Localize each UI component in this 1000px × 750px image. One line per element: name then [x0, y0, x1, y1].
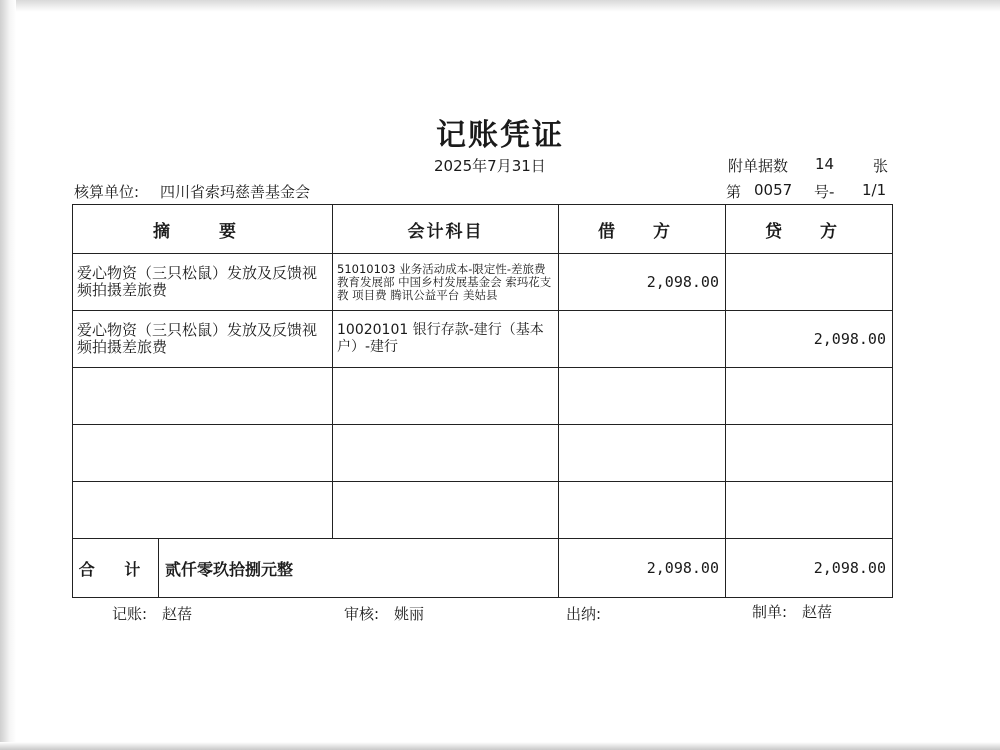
table-row — [73, 425, 893, 482]
header-debit: 借 方 — [559, 205, 726, 254]
preparer-label: 制单: — [752, 603, 788, 621]
row-summary: 爱心物资（三只松鼠）发放及反馈视频拍摄差旅费 — [73, 254, 333, 311]
reviewer-label: 审核: — [344, 605, 380, 623]
table-row — [73, 311, 893, 368]
row-summary — [73, 368, 333, 425]
voucher-no-suffix: 号- — [814, 183, 835, 201]
row-account: 10020101 银行存款-建行（基本户）-建行 — [333, 311, 559, 368]
unit-name: 四川省索玛慈善基金会 — [160, 183, 311, 201]
row-summary — [73, 482, 333, 539]
table-header-row — [73, 205, 893, 254]
row-account — [333, 482, 559, 539]
row-debit — [559, 368, 726, 425]
voucher-table — [72, 204, 893, 598]
reviewer-name: 姚丽 — [394, 605, 425, 623]
total-credit: 2,098.00 — [726, 539, 893, 598]
cashier-label: 出纳: — [566, 605, 602, 623]
total-amount-in-words: 贰仟零玖拾捌元整 — [159, 539, 559, 598]
unit-label: 核算单位: — [74, 183, 140, 201]
voucher-number: 0057 — [754, 181, 793, 199]
header-account: 会计科目 — [333, 205, 559, 254]
scan-edge-top — [0, 0, 1000, 12]
page-indicator: 1/1 — [862, 181, 887, 199]
bookkeeper-label: 记账: — [112, 605, 148, 623]
row-account: 51010103 业务活动成本-限定性-差旅费 教育发展部 中国乡村发展基金会 索玛花支教 项目费 腾讯公益平台 美姑县 — [333, 254, 559, 311]
bookkeeper-name: 赵蓓 — [162, 605, 193, 623]
row-credit — [726, 482, 893, 539]
attachments-unit: 张 — [873, 157, 889, 175]
row-credit — [726, 368, 893, 425]
table-row — [73, 482, 893, 539]
row-credit — [726, 425, 893, 482]
row-account — [333, 368, 559, 425]
voucher-date: 2025年7月31日 — [434, 157, 546, 175]
attachments-count: 14 — [815, 155, 835, 173]
voucher-title: 记账凭证 — [436, 118, 564, 153]
preparer-name: 赵蓓 — [802, 603, 833, 621]
row-debit: 2,098.00 — [559, 254, 726, 311]
total-row — [73, 539, 893, 598]
total-debit: 2,098.00 — [559, 539, 726, 598]
row-debit — [559, 482, 726, 539]
row-credit: 2,098.00 — [726, 311, 893, 368]
row-debit — [559, 311, 726, 368]
total-label: 合 计 — [73, 539, 159, 598]
table-row — [73, 254, 893, 311]
row-debit — [559, 425, 726, 482]
row-summary: 爱心物资（三只松鼠）发放及反馈视频拍摄差旅费 — [73, 311, 333, 368]
table-row — [73, 368, 893, 425]
header-summary: 摘 要 — [73, 205, 333, 254]
voucher-no-prefix: 第 — [726, 183, 742, 201]
row-credit — [726, 254, 893, 311]
header-credit: 贷 方 — [726, 205, 893, 254]
row-summary — [73, 425, 333, 482]
row-account — [333, 425, 559, 482]
scan-edge-bottom — [0, 742, 1000, 750]
attachments-label: 附单据数 — [728, 157, 789, 175]
